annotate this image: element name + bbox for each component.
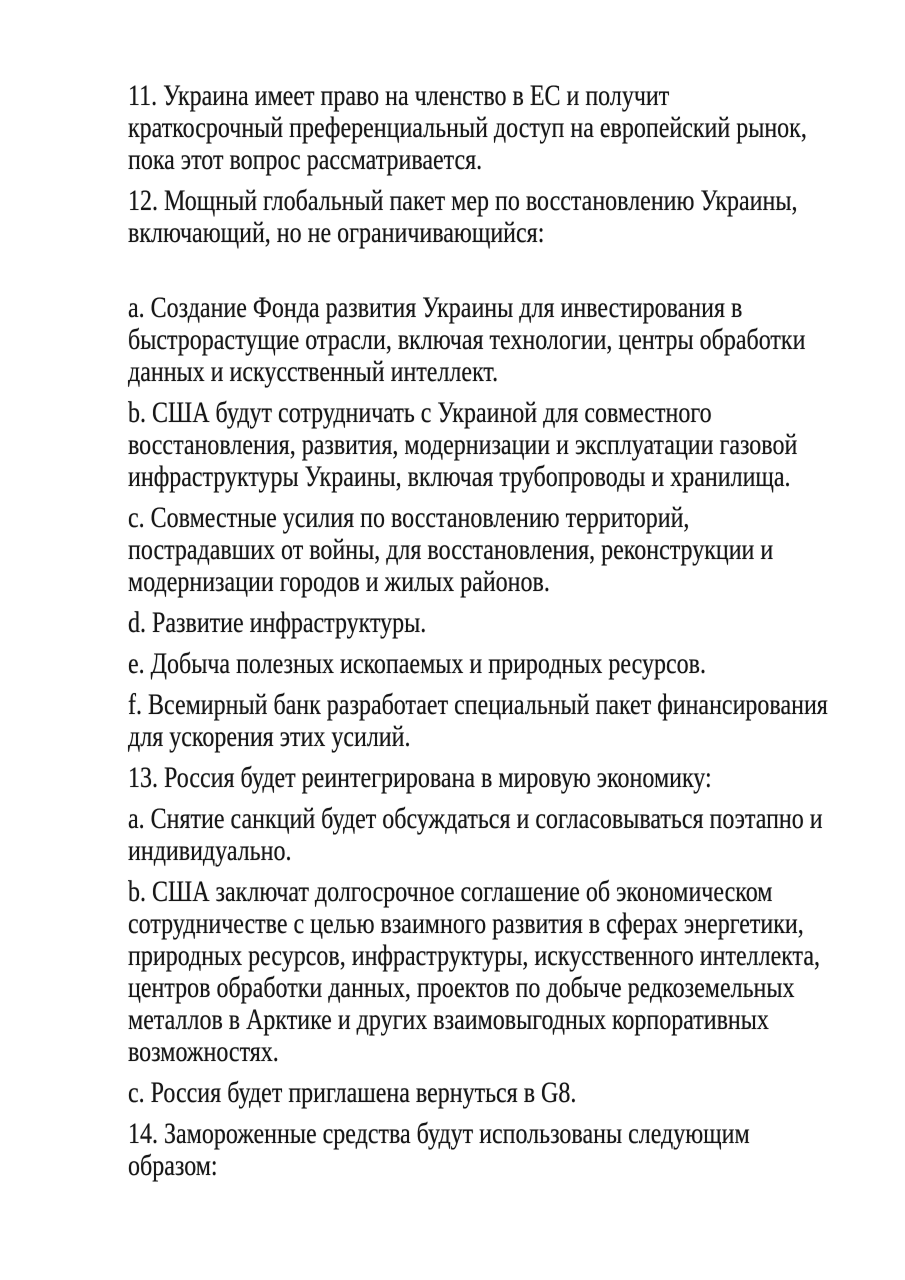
text-line: природных ресурсов, инфраструктуры, искусственного интеллекта, xyxy=(128,939,820,972)
text-line: d. Развитие инфраструктуры. xyxy=(128,606,427,639)
text-line: 11. Украина имеет право на членство в ЕС и получит xyxy=(128,79,670,112)
text-line: a. Снятие санкций будет обсуждаться и согласовываться поэтапно и xyxy=(128,802,823,835)
text-line: образом: xyxy=(128,1149,218,1182)
text-line: включающий, но не ограничивающийся: xyxy=(128,216,545,249)
text-line: b. США будут сотрудничать с Украиной для совместного xyxy=(128,396,712,429)
text-line: краткосрочный преференциальный доступ на европейский рынок, xyxy=(128,111,807,144)
text-line: для ускорения этих усилий. xyxy=(128,720,411,753)
text-line: возможностях. xyxy=(128,1035,279,1068)
paragraph-13 xyxy=(128,762,896,794)
text-line: сотрудничестве с целью взаимного развития в сферах энергетики, xyxy=(128,907,804,940)
paragraph-12b xyxy=(128,397,896,493)
paragraph-12e xyxy=(128,648,896,680)
paragraph-12a xyxy=(128,292,896,388)
text-line: данных и искусственный интеллект. xyxy=(128,355,499,388)
text-line: пока этот вопрос рассматривается. xyxy=(128,143,483,176)
paragraph-13b xyxy=(128,876,896,1068)
paragraph-12d xyxy=(128,607,896,639)
text-line: 14. Замороженные средства будут использованы следующим xyxy=(128,1117,750,1150)
text-line: модернизации городов и жилых районов. xyxy=(128,565,550,598)
text-line: металлов в Арктике и других взаимовыгодных корпоративных xyxy=(128,1003,769,1036)
text-line: c. Совместные усилия по восстановлению территорий, xyxy=(128,501,690,534)
text-line: 12. Мощный глобальный пакет мер по восстановлению Украины, xyxy=(128,184,798,217)
text-line: f. Всемирный банк разработает специальный пакет финансирования xyxy=(128,688,828,721)
text-line: центров обработки данных, проектов по добыче редкоземельных xyxy=(128,971,795,1004)
paragraph-14 xyxy=(128,1118,896,1182)
text-line: b. США заключат долгосрочное соглашение об экономическом xyxy=(128,875,773,908)
text-line: индивидуально. xyxy=(128,834,292,867)
text-line: e. Добыча полезных ископаемых и природных ресурсов. xyxy=(128,647,706,680)
text-line: восстановления, развития, модернизации и эксплуатации газовой xyxy=(128,428,798,461)
paragraph-12 xyxy=(128,185,896,249)
document-body xyxy=(128,80,896,1182)
paragraph-12c xyxy=(128,502,896,598)
paragraph-11 xyxy=(128,80,896,176)
paragraph-12f xyxy=(128,689,896,753)
text-line: c. Россия будет приглашена вернуться в G8. xyxy=(128,1076,577,1109)
paragraph-gap xyxy=(128,258,896,283)
text-line: пострадавших от войны, для восстановления, реконструкции и xyxy=(128,533,774,566)
text-line: a. Создание Фонда развития Украины для инвестирования в xyxy=(128,291,743,324)
text-line: быстрорастущие отрасли, включая технологии, центры обработки xyxy=(128,323,806,356)
paragraph-13c xyxy=(128,1077,896,1109)
text-line: инфраструктуры Украины, включая трубопроводы и хранилища. xyxy=(128,460,791,493)
text-line: 13. Россия будет реинтегрирована в мировую экономику: xyxy=(128,761,712,794)
paragraph-13a xyxy=(128,803,896,867)
